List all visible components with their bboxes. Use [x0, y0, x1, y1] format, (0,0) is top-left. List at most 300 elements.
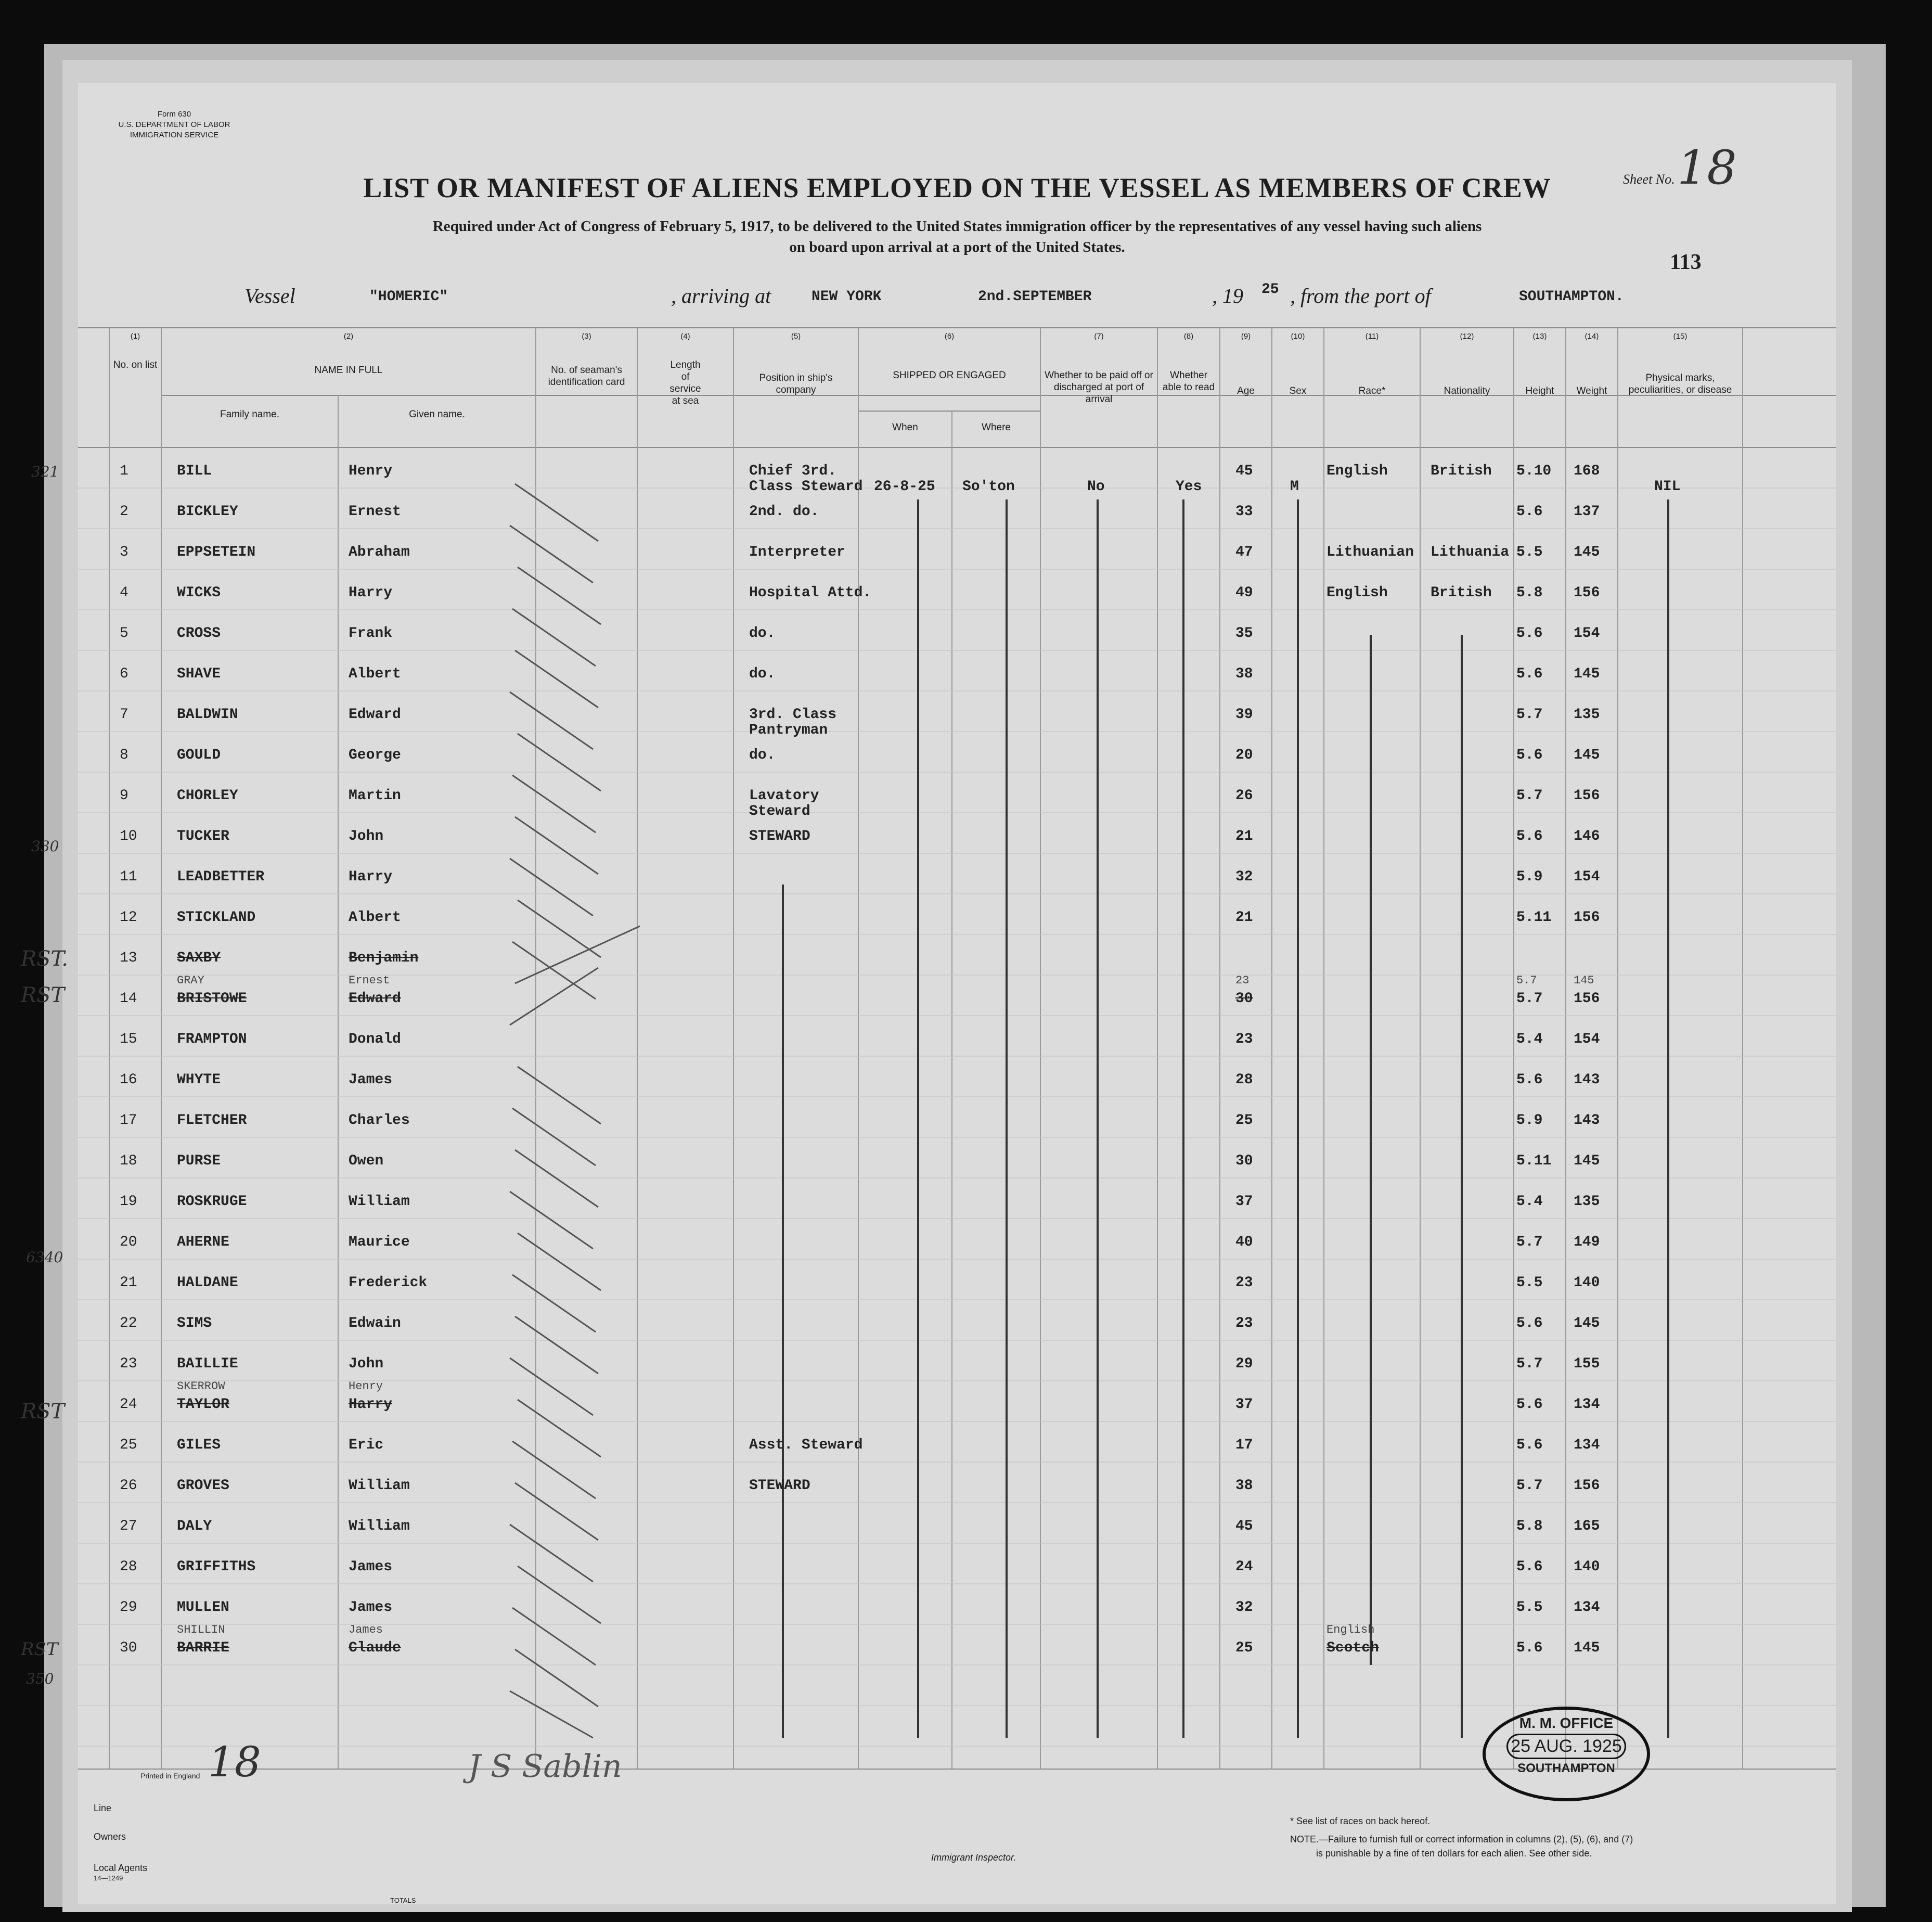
- voyage-line: [244, 281, 1753, 315]
- given-name: Edwain: [349, 1315, 401, 1331]
- given-name: Owen: [349, 1153, 384, 1169]
- family-name: BARRIE: [177, 1640, 229, 1656]
- table-row: [78, 742, 1836, 783]
- weight: 156: [1574, 1478, 1600, 1494]
- weight: 154: [1574, 1031, 1600, 1047]
- table-row: [78, 974, 1836, 1026]
- line-label: Line: [94, 1803, 112, 1813]
- position-line-2: Steward: [749, 803, 810, 819]
- col-8-number: (8): [1183, 332, 1194, 341]
- row-number: 5: [120, 625, 128, 642]
- col-10-number: (10): [1291, 332, 1305, 341]
- age: 25: [1235, 1112, 1253, 1129]
- col-9-number: (9): [1241, 332, 1251, 341]
- col-1-header: No. on list: [113, 360, 158, 370]
- height: 5.6: [1516, 625, 1543, 642]
- row-number: 12: [120, 909, 137, 926]
- row-number: 23: [120, 1356, 137, 1372]
- table-row: [78, 1026, 1836, 1067]
- table-row: [78, 1148, 1836, 1188]
- given-name: Albert: [349, 666, 401, 682]
- table-row: [78, 1472, 1836, 1513]
- position: STEWARD: [749, 828, 810, 844]
- nationality: British: [1431, 585, 1492, 601]
- height: 5.6: [1516, 1072, 1543, 1088]
- col-2b-header: Given name.: [409, 409, 465, 420]
- margin-note: 6340: [26, 1249, 63, 1266]
- given-name: Charles: [349, 1112, 410, 1129]
- weight: 145: [1574, 666, 1600, 682]
- position: Interpreter: [749, 544, 845, 560]
- position: Lavatory: [749, 788, 819, 804]
- col-13-number: (13): [1532, 332, 1547, 341]
- row-number: 15: [120, 1031, 137, 1047]
- office-stamp: [1483, 1707, 1650, 1801]
- margin-note: RST: [21, 1400, 65, 1424]
- height: 5.6: [1516, 1315, 1543, 1331]
- family-name: BICKLEY: [177, 504, 238, 520]
- weight: 134: [1574, 1599, 1600, 1616]
- nationality: Lithuania: [1431, 544, 1510, 560]
- table-row: [78, 904, 1836, 945]
- family-name: SHAVE: [177, 666, 221, 682]
- physical-marks: NIL: [1654, 479, 1681, 495]
- note-line-1: NOTE.—Failure to furnish full or correct information in columns (2), (5), (6), and (7): [1290, 1834, 1633, 1844]
- height: 5.5: [1516, 1599, 1543, 1616]
- weight: 140: [1574, 1275, 1600, 1291]
- given-name: Maurice: [349, 1234, 410, 1250]
- weight: 154: [1574, 869, 1600, 885]
- height: 5.7: [1516, 788, 1543, 804]
- table-row: [78, 1270, 1836, 1310]
- page-number: 113: [1670, 250, 1702, 274]
- subtitle-line-2: on board upon arrival at a port of the United States.: [789, 239, 1125, 255]
- age: 17: [1235, 1437, 1253, 1453]
- age: 49: [1235, 585, 1253, 601]
- height: 5.11: [1516, 1153, 1552, 1169]
- col-7-number: (7): [1094, 332, 1104, 341]
- given-name: Abraham: [349, 544, 410, 560]
- given-name: Frank: [349, 625, 393, 642]
- agents-code: 14—1249: [94, 1874, 123, 1882]
- age: 30: [1235, 991, 1253, 1007]
- position: 2nd. do.: [749, 504, 819, 520]
- row-number: 22: [120, 1315, 137, 1331]
- row-number: 8: [120, 747, 128, 763]
- age: 24: [1235, 1559, 1253, 1575]
- given-name: Benjamin: [349, 950, 419, 966]
- family-name: GRIFFITHS: [177, 1559, 256, 1575]
- table-row: [78, 1067, 1836, 1107]
- row-number: 18: [120, 1153, 137, 1169]
- family-name: WHYTE: [177, 1072, 221, 1088]
- arrival-port: NEW YORK: [812, 289, 882, 305]
- age: 32: [1235, 1599, 1253, 1616]
- shipped-when: 26-8-25: [874, 479, 935, 495]
- family-name: LEADBETTER: [177, 869, 265, 885]
- family-name: EPPSETEIN: [177, 544, 256, 560]
- family-name: DALY: [177, 1518, 212, 1534]
- age: 38: [1235, 1478, 1253, 1494]
- margin-note: 350: [26, 1670, 54, 1687]
- given-name: James: [349, 1599, 393, 1616]
- height: 5.6: [1516, 1437, 1543, 1453]
- row-number: 11: [120, 869, 137, 885]
- family-name: TAYLOR: [177, 1396, 229, 1413]
- age: 45: [1235, 463, 1253, 479]
- age: 21: [1235, 909, 1253, 926]
- given-name: John: [349, 1356, 384, 1372]
- weight: 145: [1574, 1153, 1600, 1169]
- row-number: 25: [120, 1437, 137, 1453]
- family-name: ROSKRUGE: [177, 1194, 247, 1210]
- row-number: 13: [120, 950, 137, 966]
- table-row: [78, 783, 1836, 823]
- age: 23: [1235, 1275, 1253, 1291]
- family-name: FLETCHER: [177, 1112, 247, 1129]
- height: 5.9: [1516, 1112, 1543, 1129]
- given-name-note: Henry: [349, 1380, 383, 1393]
- height: 5.9: [1516, 869, 1543, 885]
- given-name: William: [349, 1518, 410, 1534]
- row-number: 30: [120, 1640, 137, 1656]
- given-name: Harry: [349, 585, 393, 601]
- weight: 135: [1574, 707, 1600, 723]
- height: 5.6: [1516, 1640, 1543, 1656]
- given-name: Frederick: [349, 1275, 428, 1291]
- table-row: [78, 1229, 1836, 1270]
- age: 21: [1235, 828, 1253, 844]
- table-row: [78, 1107, 1836, 1148]
- race: Scotch: [1326, 1640, 1379, 1656]
- height: 5.11: [1516, 909, 1552, 926]
- age: 26: [1235, 788, 1253, 804]
- family-name: BILL: [177, 463, 212, 479]
- arrival-date: 2nd.SEPTEMBER: [978, 289, 1092, 305]
- margin-note: RST.: [21, 947, 69, 971]
- col-11-number: (11): [1365, 332, 1379, 341]
- col-6b-header: Where: [982, 422, 1011, 433]
- position-line-2: Class Steward: [749, 479, 863, 495]
- weight: 156: [1574, 585, 1600, 601]
- table-row: [78, 498, 1836, 539]
- family-name-note: SKERROW: [177, 1380, 225, 1393]
- col-1-number: (1): [130, 332, 140, 341]
- age: 47: [1235, 544, 1253, 560]
- table-row: [78, 1623, 1836, 1675]
- age: 35: [1235, 625, 1253, 642]
- col-3-number: (3): [582, 332, 591, 341]
- age: 38: [1235, 666, 1253, 682]
- family-name: WICKS: [177, 585, 221, 601]
- family-name: STICKLAND: [177, 909, 256, 926]
- table-row: [78, 1513, 1836, 1554]
- height: 5.5: [1516, 1275, 1543, 1291]
- table-row: [78, 1351, 1836, 1391]
- table-row: [78, 1554, 1836, 1594]
- row-number: 7: [120, 707, 128, 723]
- arrival-year: 25: [1261, 281, 1279, 298]
- age: 37: [1235, 1396, 1253, 1413]
- race: English: [1326, 463, 1388, 479]
- col-2-number: (2): [343, 332, 354, 341]
- form-department: U.S. DEPARTMENT OF LABOR: [118, 120, 230, 129]
- vessel-label: Vessel: [244, 284, 295, 307]
- height: 5.6: [1516, 1396, 1543, 1413]
- given-name: Harry: [349, 1396, 393, 1413]
- col-4-number: (4): [680, 332, 690, 341]
- family-name: BRISTOWE: [177, 991, 247, 1007]
- weight: 143: [1574, 1072, 1600, 1088]
- year-label: , 19: [1212, 284, 1243, 307]
- departure-port: SOUTHAMPTON.: [1519, 289, 1624, 305]
- row-number: 20: [120, 1234, 137, 1250]
- position: do.: [749, 666, 776, 682]
- col-15-header: Physical marks, peculiarities, or disease: [1628, 373, 1732, 395]
- row-number: 6: [120, 666, 128, 682]
- page-title: LIST OR MANIFEST OF ALIENS EMPLOYED ON THE VESSEL AS MEMBERS OF CREW: [363, 172, 1551, 203]
- age: 20: [1235, 747, 1253, 763]
- row-number: 3: [120, 544, 128, 560]
- age: 30: [1235, 1153, 1253, 1169]
- col-6a-header: When: [892, 422, 918, 433]
- weight: 149: [1574, 1234, 1600, 1250]
- weight: 140: [1574, 1559, 1600, 1575]
- row-number: 26: [120, 1478, 137, 1494]
- weight: 135: [1574, 1194, 1600, 1210]
- height: 5.7: [1516, 1478, 1543, 1494]
- family-name: HALDANE: [177, 1275, 238, 1291]
- row-number: 2: [120, 504, 128, 520]
- given-name: William: [349, 1194, 410, 1210]
- table-row: [78, 1380, 1836, 1432]
- height: 5.10: [1516, 463, 1552, 479]
- col-14-header: Weight: [1576, 386, 1607, 396]
- handwritten-number: 18: [208, 1738, 261, 1786]
- given-name-note: Ernest: [349, 974, 390, 987]
- family-name: MULLEN: [177, 1599, 229, 1616]
- given-name-note: James: [349, 1623, 383, 1636]
- col-6-header: SHIPPED OR ENGAGED: [893, 370, 1006, 381]
- col-8-header: Whether able to read: [1162, 370, 1215, 393]
- owners-label: Owners: [94, 1831, 126, 1842]
- form-header: [104, 109, 244, 140]
- height: 5.5: [1516, 544, 1543, 560]
- given-name: George: [349, 747, 401, 763]
- col-3-header: No. of seaman's identification card: [548, 365, 625, 388]
- given-name: Eric: [349, 1437, 384, 1453]
- family-name: TUCKER: [177, 828, 229, 844]
- col-2a-header: Family name.: [220, 409, 280, 420]
- weight: 137: [1574, 504, 1600, 520]
- row-number: 29: [120, 1599, 137, 1616]
- table-row: [78, 1432, 1836, 1472]
- family-name: SIMS: [177, 1315, 212, 1331]
- height: 5.7: [1516, 1356, 1543, 1372]
- col-5-header: Position in ship's company: [759, 373, 833, 395]
- family-name: AHERNE: [177, 1234, 229, 1250]
- height: 5.7: [1516, 707, 1543, 723]
- height-note: 5.7: [1516, 974, 1537, 987]
- weight: 168: [1574, 463, 1600, 479]
- manifest-sheet: [21, 83, 1836, 1904]
- table-row: [78, 1310, 1836, 1351]
- age: 23: [1235, 1315, 1253, 1331]
- col-9-header: Age: [1237, 386, 1255, 396]
- note-line-2: is punishable by a fine of ten dollars for each alien. See other side.: [1316, 1848, 1592, 1859]
- given-name: Claude: [349, 1640, 401, 1656]
- col-12-header: Nationality: [1444, 386, 1490, 396]
- weight: 143: [1574, 1112, 1600, 1129]
- weight-note: 145: [1574, 974, 1594, 987]
- height: 5.6: [1516, 504, 1543, 520]
- stamp-bottom: SOUTHAMPTON: [1517, 1761, 1615, 1775]
- age: 45: [1235, 1518, 1253, 1534]
- table-row: [78, 1594, 1836, 1635]
- agents-label: Local Agents: [94, 1863, 148, 1873]
- family-name-note: GRAY: [177, 974, 204, 987]
- family-name: GOULD: [177, 747, 221, 763]
- table-row: [78, 945, 1836, 985]
- table-row: [78, 823, 1836, 864]
- age: 40: [1235, 1234, 1253, 1250]
- family-name: FRAMPTON: [177, 1031, 247, 1047]
- given-name: Harry: [349, 869, 393, 885]
- family-name: PURSE: [177, 1153, 221, 1169]
- race-note: * See list of races on back hereof.: [1290, 1816, 1431, 1826]
- given-name: Edward: [349, 707, 401, 723]
- form-number: Form 630: [157, 110, 191, 119]
- family-name: CROSS: [177, 625, 221, 642]
- col-13-header: Height: [1525, 386, 1554, 396]
- col-11-header: Race*: [1358, 386, 1386, 396]
- height: 5.6: [1516, 828, 1543, 844]
- sex: M: [1290, 479, 1299, 495]
- col-10-header: Sex: [1289, 386, 1307, 396]
- sheet-label: Sheet No.: [1623, 172, 1675, 187]
- position: Asst. Steward: [749, 1437, 863, 1453]
- row-number: 28: [120, 1559, 137, 1575]
- position-line-2: Pantryman: [749, 722, 828, 738]
- arriving-label: , arriving at: [671, 284, 771, 307]
- sheet-value: 18: [1677, 140, 1737, 195]
- height: 5.6: [1516, 1559, 1543, 1575]
- age: 37: [1235, 1194, 1253, 1210]
- given-name: Donald: [349, 1031, 401, 1047]
- position: STEWARD: [749, 1478, 810, 1494]
- given-name: Martin: [349, 788, 401, 804]
- family-name-note: SHILLIN: [177, 1623, 225, 1636]
- stamp-date: 25 AUG. 1925: [1506, 1734, 1626, 1759]
- weight: 145: [1574, 1315, 1600, 1331]
- row-number: 14: [120, 991, 137, 1007]
- col-15-number: (15): [1673, 332, 1688, 341]
- age: 33: [1235, 504, 1253, 520]
- weight: 145: [1574, 747, 1600, 763]
- family-name: SAXBY: [177, 950, 221, 966]
- col-7-header: Whether to be paid off or discharged at port of arrival: [1045, 370, 1153, 405]
- family-name: GILES: [177, 1437, 221, 1453]
- col-5-number: (5): [791, 332, 801, 341]
- height: 5.7: [1516, 1234, 1543, 1250]
- row-number: 17: [120, 1112, 137, 1129]
- row-number: 21: [120, 1275, 137, 1291]
- given-name: William: [349, 1478, 410, 1494]
- weight: 165: [1574, 1518, 1600, 1534]
- from-label: , from the port of: [1290, 284, 1431, 307]
- margin-note: 330: [31, 838, 59, 855]
- given-name: John: [349, 828, 384, 844]
- position: 3rd. Class: [749, 707, 837, 723]
- col-6-number: (6): [944, 332, 955, 341]
- weight: 145: [1574, 544, 1600, 560]
- weight: 134: [1574, 1437, 1600, 1453]
- table-row: [78, 701, 1836, 742]
- age: 23: [1235, 1031, 1253, 1047]
- table-row: [78, 661, 1836, 701]
- col-12-number: (12): [1460, 332, 1474, 341]
- age: 28: [1235, 1072, 1253, 1088]
- weight: 156: [1574, 909, 1600, 926]
- given-name: Edward: [349, 991, 401, 1007]
- col-2-header: NAME IN FULL: [314, 365, 383, 376]
- able-to-read: Yes: [1176, 479, 1202, 495]
- race-note: English: [1326, 1623, 1375, 1636]
- weight: 146: [1574, 828, 1600, 844]
- row-number: 27: [120, 1518, 137, 1534]
- height: 5.8: [1516, 585, 1543, 601]
- family-name: GROVES: [177, 1478, 229, 1494]
- given-name: James: [349, 1559, 393, 1575]
- totals-label: TOTALS: [390, 1897, 416, 1904]
- position: Hospital Attd.: [749, 585, 872, 601]
- stamp-top: M. M. OFFICE: [1519, 1715, 1614, 1731]
- height: 5.4: [1516, 1031, 1543, 1047]
- margin-note: RST: [21, 1639, 58, 1660]
- inspector-label: Immigrant Inspector.: [931, 1852, 1016, 1863]
- given-name: Henry: [349, 463, 393, 479]
- table-row: [78, 864, 1836, 904]
- nationality: British: [1431, 463, 1492, 479]
- row-number: 4: [120, 585, 128, 601]
- subtitle-line-1: Required under Act of Congress of February 5, 1917, to be delivered to the United States immigration officer by the representatives of any vessel having such aliens: [432, 218, 1482, 235]
- height: 5.6: [1516, 747, 1543, 763]
- col-4-header: Length of service at sea: [669, 360, 701, 406]
- family-name: CHORLEY: [177, 788, 238, 804]
- shipped-where: So'ton: [962, 479, 1015, 495]
- form-service: IMMIGRATION SERVICE: [130, 131, 219, 139]
- age: 39: [1235, 707, 1253, 723]
- height: 5.6: [1516, 666, 1543, 682]
- row-number: 9: [120, 788, 128, 804]
- weight: 134: [1574, 1396, 1600, 1413]
- table-row: [78, 458, 1836, 498]
- height: 5.8: [1516, 1518, 1543, 1534]
- age: 29: [1235, 1356, 1253, 1372]
- family-name: BALDWIN: [177, 707, 238, 723]
- age-note: 23: [1235, 974, 1250, 987]
- position: do.: [749, 747, 776, 763]
- age: 25: [1235, 1640, 1253, 1656]
- given-name: Ernest: [349, 504, 401, 520]
- printed-note: Printed in England: [140, 1772, 200, 1780]
- height: 5.4: [1516, 1194, 1543, 1210]
- col-14-number: (14): [1585, 332, 1599, 341]
- row-number: 24: [120, 1396, 137, 1413]
- race: English: [1326, 585, 1388, 601]
- inspector-signature: J S Sablin: [468, 1748, 622, 1785]
- age: 32: [1235, 869, 1253, 885]
